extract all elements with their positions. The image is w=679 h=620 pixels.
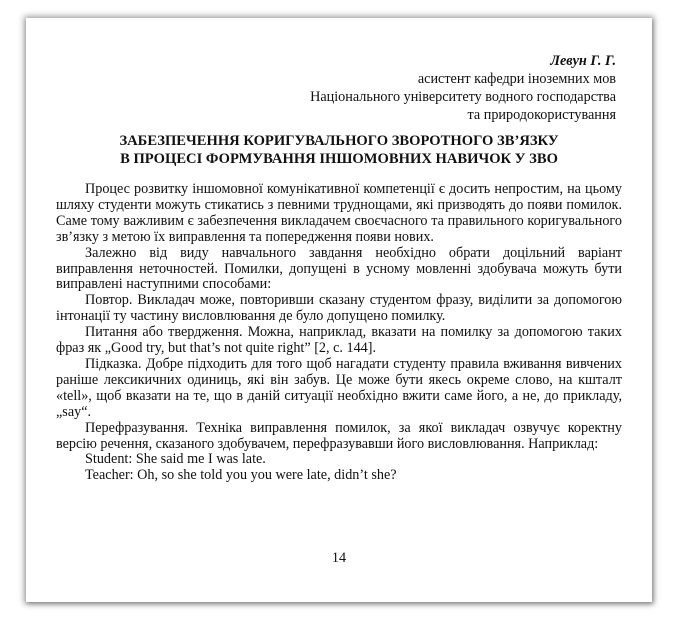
page-number: 14	[331, 550, 347, 566]
document-page	[26, 18, 652, 602]
title-line: ЗАБЕЗПЕЧЕННЯ КОРИГУВАЛЬНОГО ЗВОРОТНОГО ЗВ’ЯЗКУ	[119, 133, 559, 149]
example-line: Teacher: Oh, so she told you you were late, didn’t she?	[85, 467, 397, 484]
paragraph: Залежно від виду навчального завдання необхідно обрати доцільний варіант виправлення неточностей. Помилки, допущені в усному мовленні здобувача можуть бути виправлені наступними способами:	[56, 244, 622, 293]
title-line: В ПРОЦЕСІ ФОРМУВАННЯ ІНШОМОВНИХ НАВИЧОК У ЗВО	[120, 151, 558, 167]
paragraph: Процес розвитку іншомовної комунікативної компетенції є досить непростим, на цьому шляху студенти можуть стикатись з певними труднощами, які призводять до появи помилок. Саме тому важливим є забезпечення викладачем своєчасного та правильного коригувального зв’язку з метою їх виправлення та попередження появи нових.	[56, 181, 622, 245]
paragraph: Підказка. Добре підходить для того щоб нагадати студенту правила вживання вивчених раніше лексикичних одиниць, які він забув. Це може бути якесь окреме слово, на кшталт «tell», щоб вказати на те, що в даній ситуації необхідно вжити саме його, а не, до прикладу, „say“.	[56, 355, 622, 420]
author-affiliation-line: та природокористування	[467, 107, 616, 123]
paragraph: Повтор. Викладач може, повторивши сказану студентом фразу, виділити за допомогою інтонації ту частину висловлювання де було допущено помилку.	[56, 292, 622, 325]
example-line: Student: She said me I was late.	[85, 451, 266, 468]
paragraph: Питання або твердження. Можна, наприклад, вказати на помилку за допомогою таких фраз як „Good try, but that’s not quite right” [2, с. 144].	[56, 324, 622, 357]
body-text	[56, 182, 622, 484]
paragraph: Перефразування. Техніка виправлення помилок, за якої викладач озвучує коректну версію речення, сказаного здобувачем, перефразувавши його висловлювання. Наприклад:	[56, 419, 622, 452]
paper-title	[62, 132, 616, 168]
author-position-line: асистент кафедри іноземних мов	[417, 71, 616, 87]
author-name: Левун Г. Г.	[550, 53, 616, 69]
author-affiliation-line: Національного університету водного господарства	[310, 89, 616, 105]
author-block	[310, 52, 616, 124]
